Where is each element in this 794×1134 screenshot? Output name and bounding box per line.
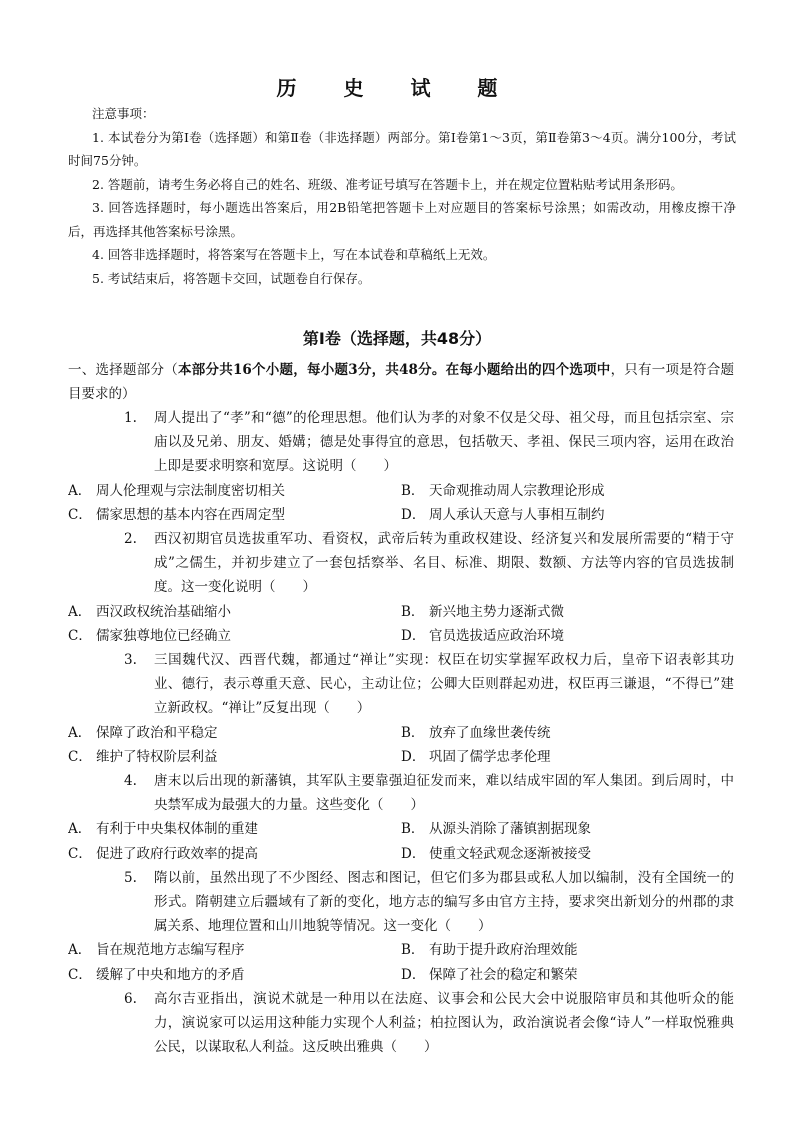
question-stem — [68, 527, 734, 600]
question-text: 唐末以后出现的新藩镇，其军队主要靠强迫征发而来，难以结成牢固的军人集团。到后周时，中央禁军成为最强大的力量。这些变化（ ） — [154, 773, 734, 814]
option-c[interactable]: C． 儒家思想的基本内容在西周定型 — [68, 506, 285, 523]
notice-heading: 注意事项： — [92, 106, 155, 121]
option-b[interactable]: B． 天命观推动周人宗教理论形成 — [401, 482, 605, 499]
question-number: 5. — [124, 869, 137, 886]
intro-suffix: ，只有一项是符合题目要求的） — [68, 362, 735, 402]
question-stem — [68, 648, 734, 721]
question-2 — [68, 527, 734, 648]
notice-item: 2. 答题前，请考生务必将自己的姓名、班级、准考证号填写在答题卡上，并在规定位置粘贴考试用条形码。 — [92, 176, 683, 192]
option-b[interactable]: B． 从源头消除了藩镇割据现象 — [401, 821, 591, 838]
option-c[interactable]: C． 促进了政府行政效率的提高 — [68, 845, 258, 862]
intro-bold-instruction: 本部分共16个小题，每小题3分，共48分。在每小题给出的 — [177, 362, 542, 378]
notice-item: 1. 本试卷分为第Ⅰ卷（选择题）和第Ⅱ卷（非选择题）两部分。第Ⅰ卷第1～3页，第Ⅱ卷第3～4页。满分100分，考试时间75分钟。 — [68, 129, 736, 168]
question-text: 三国魏代汉、西晋代魏，都通过“禅让”实现：权臣在切实掌握军政权力后，皇帝下诏表彰其功业、德行，表示尊重天意、民心，主动让位；公卿大臣则群起劝进，权臣再三谦退，“不得已”建立新政权。“禅让”反复出现（ ） — [154, 652, 734, 717]
section-intro — [68, 358, 734, 406]
question-6 — [68, 987, 734, 1060]
question-number: 2. — [124, 531, 137, 548]
options — [68, 721, 734, 769]
option-c[interactable]: C． 缓解了中央和地方的矛盾 — [68, 966, 245, 983]
question-number: 6. — [124, 990, 137, 1007]
section-title: 第Ⅰ卷（选择题，共48分） — [302, 329, 492, 348]
question-stem — [68, 406, 734, 479]
question-stem — [68, 769, 734, 817]
question-number: 4. — [124, 773, 137, 790]
question-5 — [68, 866, 734, 987]
options — [68, 817, 734, 865]
option-d[interactable]: D． 巩固了儒学忠孝伦理 — [401, 748, 551, 765]
option-b[interactable]: B． 有助于提升政府治理效能 — [401, 942, 578, 959]
option-d[interactable]: D． 官员选拔适应政治环境 — [401, 627, 564, 644]
options — [68, 600, 734, 648]
option-a[interactable]: A． 周人伦理观与宗法制度密切相关 — [68, 482, 285, 499]
option-d[interactable]: D． 周人承认天意与人事相互制约 — [401, 506, 605, 523]
option-a[interactable]: A． 有利于中央集权体制的重建 — [68, 821, 258, 838]
question-text: 隋以前，虽然出现了不少图经、图志和图记，但它们多为郡县或私人加以编制，没有全国统一的形式。隋朝建立后疆域有了新的变化，地方志的编写多由官方主持，要求突出新划分的州郡的隶属关系、地理位置和山川地貌等情况。这一变化（ ） — [154, 869, 734, 935]
intro-prefix: 一、选择题部分（ — [68, 362, 178, 378]
options — [68, 938, 734, 986]
question-text: 西汉初期官员选拔重军功、看资权，武帝后转为重政权建设、经济复兴和发展所需要的“精于守成”之儒生，并初步建立了一套包括察举、名目、标准、期限、数额、方法等内容的官员选拔制度。这一变化说明（ ） — [154, 531, 734, 596]
option-a[interactable]: A． 保障了政治和平稳定 — [68, 724, 218, 741]
intro-bold-emphasis: 四个选项中 — [541, 362, 611, 378]
notice-item: 3. 回答选择题时，每小题选出答案后，用2B铅笔把答题卡上对应题目的答案标号涂黑；如需改动，用橡皮擦干净后，再选择其他答案标号涂黑。 — [68, 200, 736, 239]
question-3 — [68, 648, 734, 769]
options — [68, 479, 734, 527]
notice-item: 5. 考试结束后，将答题卡交回，试题卷自行保存。 — [92, 270, 371, 286]
question-4 — [68, 769, 734, 866]
option-b[interactable]: B． 放弃了血缘世袭传统 — [401, 724, 551, 741]
option-b[interactable]: B． 新兴地主势力逐渐式微 — [401, 603, 564, 620]
notice-block — [68, 102, 736, 290]
option-a[interactable]: A． 西汉政权统治基础缩小 — [68, 603, 231, 620]
option-c[interactable]: C． 儒家独尊地位已经确立 — [68, 627, 231, 644]
question-text: 高尔吉亚指出，演说术就是一种用以在法庭、议事会和公民大会中说服陪审员和其他听众的能力，演说家可以运用这种能力实现个人利益；柏拉图认为，政治演说者会像“诗人”一样取悦雅典公民，以谋取私人利益。这反映出雅典（ ） — [154, 990, 734, 1056]
option-c[interactable]: C． 维护了特权阶层利益 — [68, 748, 218, 765]
question-list — [68, 406, 734, 1059]
option-d[interactable]: D． 使重文轻武观念逐渐被接受 — [401, 845, 591, 862]
question-text: 周人提出了“孝”和“德”的伦理思想。他们认为孝的对象不仅是父母、祖父母，而且包括宗室、宗庙以及兄弟、朋友、婚媾；德是处事得宜的意思，包括敬天、孝祖、保民三项内容，运用在政治上即是要求明察和宽厚。这说明（ ） — [154, 410, 734, 475]
question-number: 3. — [124, 652, 137, 669]
question-number: 1. — [124, 410, 137, 426]
question-stem — [68, 987, 734, 1060]
notice-item: 4. 回答非选择题时，将答案写在答题卡上，写在本试卷和草稿纸上无效。 — [92, 247, 496, 262]
question-stem — [68, 866, 734, 939]
option-a[interactable]: A． 旨在规范地方志编写程序 — [68, 942, 245, 959]
page-title: 历 史 试 题 — [276, 76, 518, 100]
question-1 — [68, 406, 734, 527]
option-d[interactable]: D． 保障了社会的稳定和繁荣 — [401, 966, 578, 983]
